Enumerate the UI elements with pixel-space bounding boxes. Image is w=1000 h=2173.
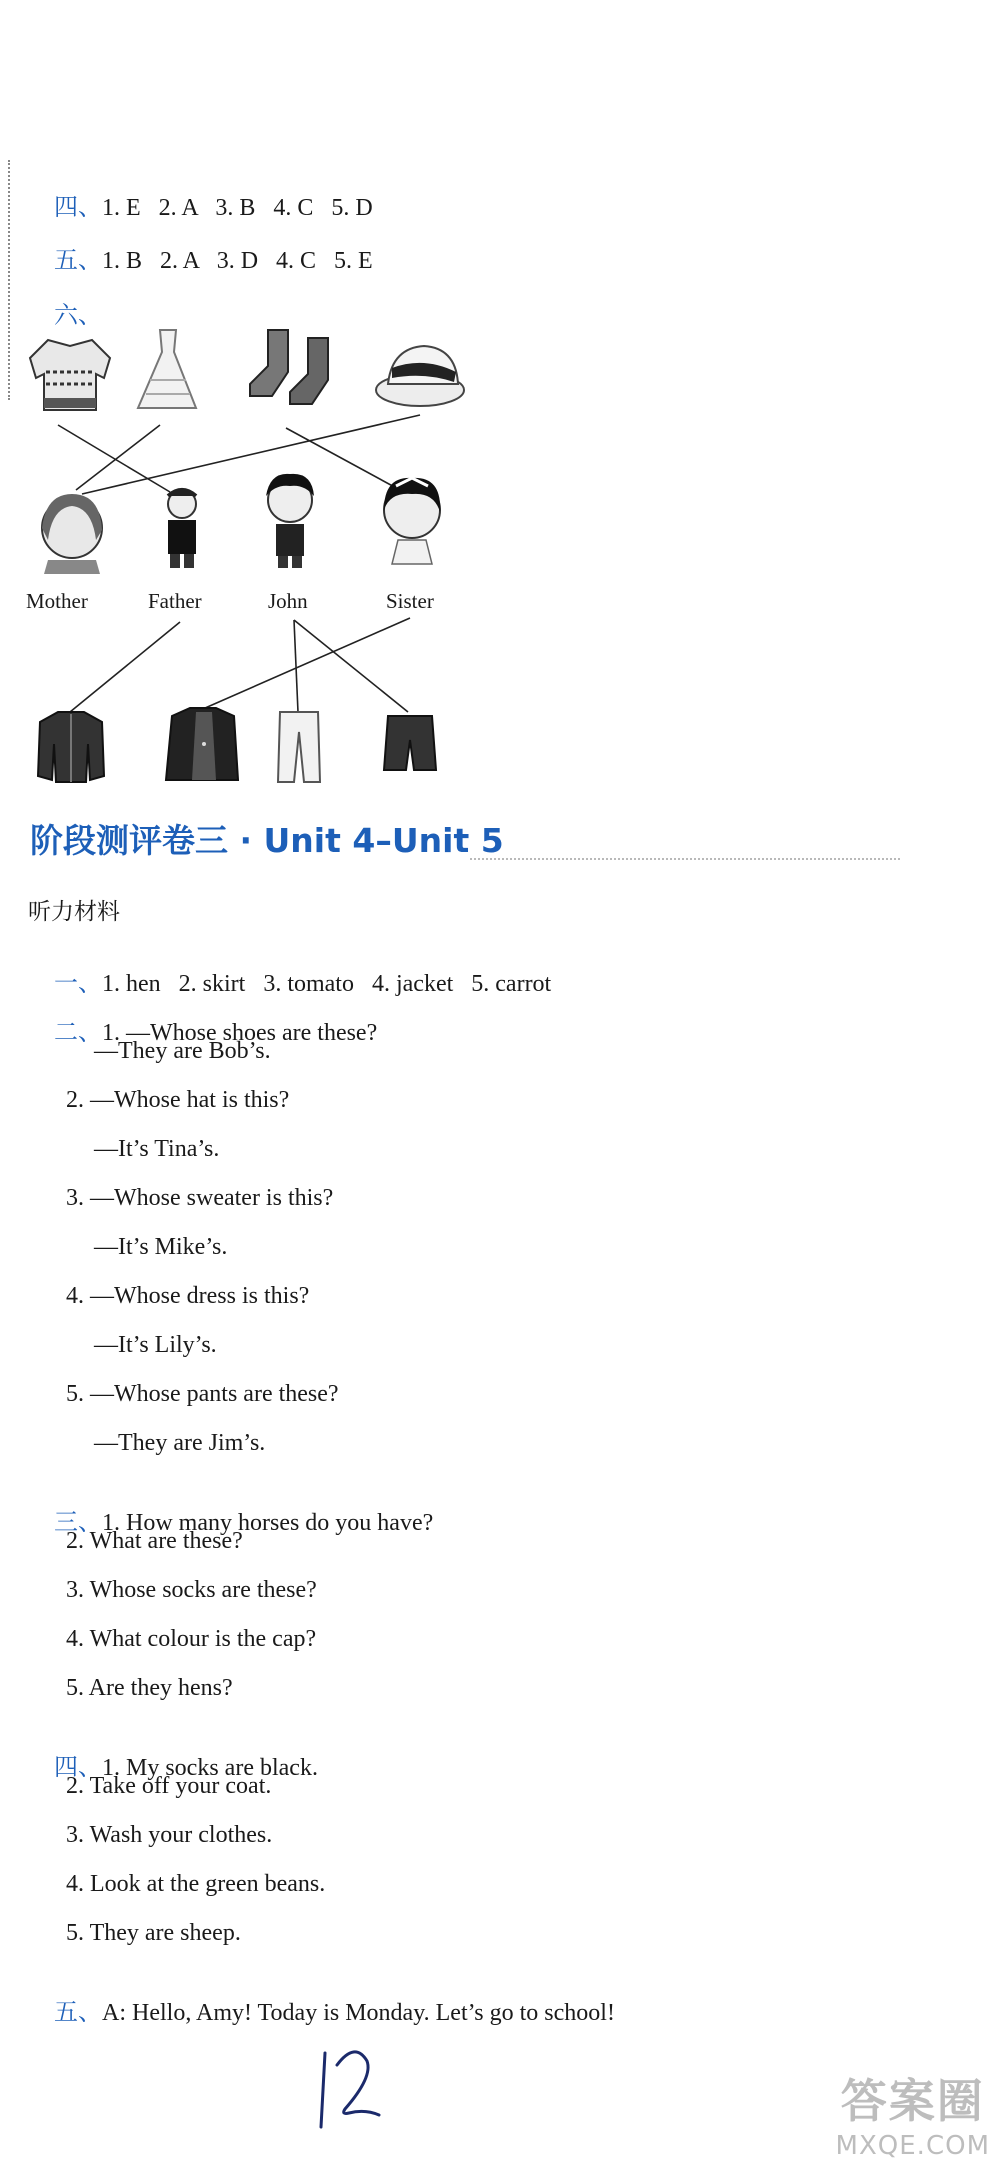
listening-q2-line-5: 3. —Whose sweater is this?: [66, 1185, 334, 1211]
listening-q2-line-7: 4. —Whose dress is this?: [66, 1283, 310, 1309]
label-sister: Sister: [386, 589, 434, 613]
label-john: John: [268, 589, 308, 613]
listening-q3-line-3: 3. Whose socks are these?: [66, 1577, 317, 1603]
match-lines-top: [58, 415, 420, 494]
listening-q4-line-1: 四、1. My socks are black.: [54, 1753, 318, 1781]
handwritten-page-mark: [315, 2035, 385, 2140]
coat-icon: [166, 708, 238, 780]
listening-text: A: Hello, Amy! Today is Monday. Let’s go to school!: [102, 2000, 615, 2026]
listening-q2-line-4: —It’s Tina’s.: [94, 1136, 220, 1162]
question-number: 二、: [54, 1018, 102, 1046]
shorts-icon: [384, 716, 436, 770]
listening-text: 1. hen 2. skirt 3. tomato 4. jacket 5. carrot: [102, 971, 552, 997]
match-lines-bottom: [70, 618, 410, 712]
answer-text: 1. B 2. A 3. D 4. C 5. E: [102, 248, 373, 274]
pants-icon: [278, 712, 320, 782]
sister-avatar: [384, 478, 440, 564]
section-title: 阶段测评卷三 · Unit 4–Unit 5: [30, 821, 504, 860]
listening-q2-line-3: 2. —Whose hat is this?: [66, 1087, 290, 1113]
listening-q3-line-4: 4. What colour is the cap?: [66, 1626, 317, 1652]
hat-icon: [376, 346, 464, 406]
question-number: 六、: [54, 301, 102, 329]
question-number: 一、: [54, 969, 102, 997]
question-number: 五、: [54, 1998, 102, 2026]
socks-icon: [250, 330, 328, 404]
section-subtitle: 听力材料: [28, 899, 120, 925]
listening-q2-line-8: —It’s Lily’s.: [94, 1332, 217, 1358]
john-avatar: [266, 474, 314, 568]
listening-q3-line-2: 2. What are these?: [66, 1528, 243, 1554]
question-number: 四、: [54, 193, 102, 221]
listening-q2-line-1: 二、1. —Whose shoes are these?: [54, 1018, 378, 1046]
site-watermark: [836, 2065, 990, 2161]
label-mother: Mother: [26, 589, 88, 613]
label-father: Father: [148, 589, 202, 613]
dress-icon: [138, 330, 196, 408]
watermark-logo-text: 答案圈: [840, 2074, 985, 2128]
father-avatar: [168, 490, 196, 568]
answer-text: 1. E 2. A 3. B 4. C 5. D: [102, 195, 373, 221]
listening-q2-line-9: 5. —Whose pants are these?: [66, 1381, 339, 1407]
sweater-icon: [30, 340, 110, 410]
listening-q3-line-1: 三、1. How many horses do you have?: [54, 1508, 434, 1536]
question-number: 三、: [54, 1508, 102, 1536]
listening-q4-line-4: 4. Look at the green beans.: [66, 1871, 326, 1897]
jacket-icon: [38, 712, 104, 782]
listening-q4-line-5: 5. They are sheep.: [66, 1920, 241, 1946]
watermark-url: MXQE.COM: [835, 2131, 990, 2161]
listening-q2-line-6: —It’s Mike’s.: [94, 1234, 228, 1260]
listening-q4-line-2: 2. Take off your coat.: [66, 1773, 272, 1799]
matching-diagram: [0, 0, 1000, 800]
question-number: 五、: [54, 246, 102, 274]
listening-q2-line-10: —They are Jim’s.: [94, 1430, 266, 1456]
title-divider: [470, 858, 900, 860]
mother-avatar: [42, 494, 102, 574]
listening-q3-line-5: 5. Are they hens?: [66, 1675, 233, 1701]
listening-q4-line-3: 3. Wash your clothes.: [66, 1822, 273, 1848]
handwritten-12-icon: [315, 2035, 385, 2135]
listening-q2-line-2: —They are Bob’s.: [94, 1038, 271, 1064]
question-number: 四、: [54, 1753, 102, 1781]
